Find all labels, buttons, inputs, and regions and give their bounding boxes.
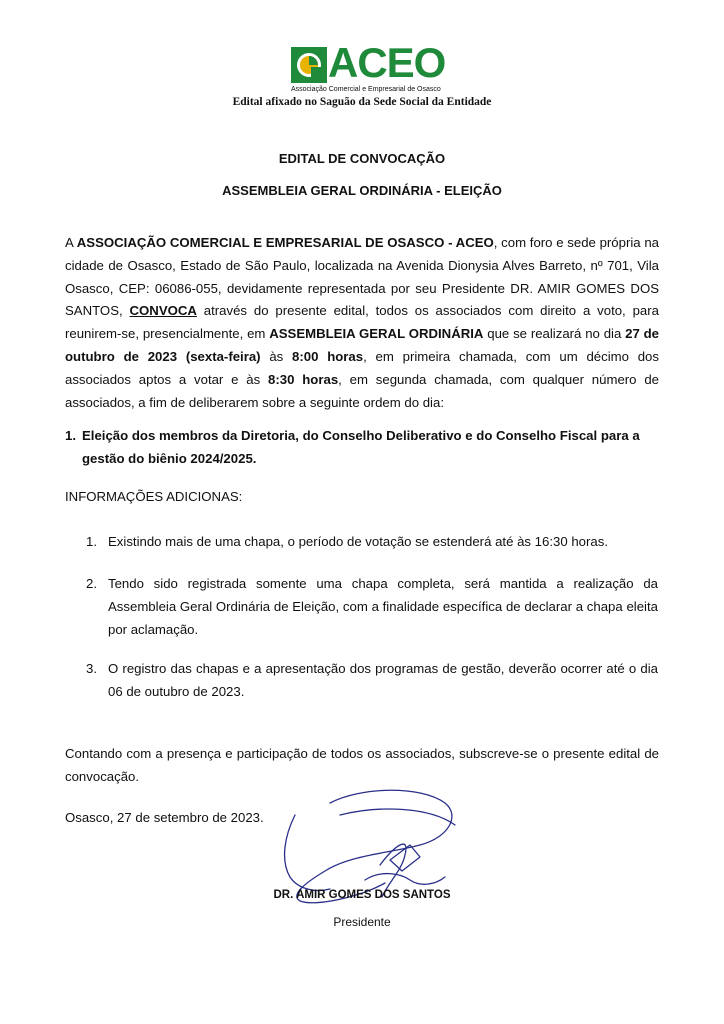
info-heading: INFORMAÇÕES ADICIONAS: [65, 489, 243, 504]
info-item-text: O registro das chapas e a apresentação dos programas de gestão, deverão ocorrer até o dia 06 de outubro de 2023. [108, 661, 658, 699]
convoca-keyword: CONVOCA [129, 303, 197, 319]
intro-text-7: , em segunda chamada, com qualquer número de associados, a fim de deliberarem sobre a seguinte ordem do dia: [65, 371, 659, 410]
intro-text-6: , em primeira chamada, com um décimo dos associados aptos a votar e às [65, 348, 659, 387]
intro-text-2: , com foro e sede própria na cidade de Osasco, Estado de São Paulo, localizada na Avenida Dionysia Alves Barreto, nº 701, Vila Osasco, CEP: 06086-055, devidamente representada por seu Presidente DR. AMIR GOMES DOS SANTOS, [65, 235, 659, 319]
info-item-number: 2. [86, 576, 97, 591]
intro-text-3: através do presente edital, todos os associados com direito a voto, para reunirem-se, presencialmente, em [65, 303, 659, 342]
info-item-text: Tendo sido registrada somente uma chapa completa, será mantida a realização da Assembleia Geral Ordinária de Eleição, com a finalidade específica de declarar a chapa eleita por aclamação. [108, 576, 658, 637]
signatory-name: DR. AMIR GOMES DOS SANTOS [273, 889, 451, 901]
first-call-time: 8:00 horas [292, 348, 364, 364]
logo-subtitle: Associação Comercial e Empresarial de Osasco [291, 86, 441, 93]
signatory-role: Presidente [333, 915, 391, 929]
agenda-item-number: 1. [65, 428, 76, 443]
agenda-item-text: Eleição dos membros da Diretoria, do Conselho Deliberativo e do Conselho Fiscal para a gestão do biênio 2024/2025. [82, 428, 640, 466]
organization-name: ASSOCIAÇÃO COMERCIAL E EMPRESARIAL DE OSASCO - ACEO [76, 235, 494, 250]
assembly-date: 27 de outubro de 2023 (sexta-feira) [65, 326, 659, 364]
info-item-number: 1. [86, 534, 97, 549]
handwritten-signature [270, 785, 480, 905]
intro-text-1: A [65, 235, 77, 250]
closing-paragraph: Contando com a presença e participação de todos os associados, subscreve-se o presente edital de convocação. [65, 746, 659, 784]
info-item-text: Existindo mais de uma chapa, o período de votação se estenderá até às 16:30 horas. [108, 534, 608, 549]
intro-text-5: às [260, 348, 293, 364]
posted-note: Edital afixado no Saguão da Sede Social da Entidade [232, 96, 492, 108]
intro-paragraph [65, 232, 659, 414]
document-subtitle: ASSEMBLEIA GERAL ORDINÁRIA - ELEIÇÃO [222, 183, 502, 198]
assembly-name: ASSEMBLEIA GERAL ORDINÁRIA [269, 326, 484, 342]
info-item-number: 3. [86, 661, 97, 676]
document-title: EDITAL DE CONVOCAÇÃO [278, 151, 446, 166]
aceo-logo [291, 39, 446, 93]
place-and-date: Osasco, 27 de setembro de 2023. [65, 810, 264, 825]
logo-wordmark: ACEO [328, 39, 446, 86]
aceo-logo-mark-icon [291, 47, 327, 83]
second-call-time: 8:30 horas [268, 371, 339, 387]
intro-text-4: que se realizará no dia [483, 326, 626, 342]
